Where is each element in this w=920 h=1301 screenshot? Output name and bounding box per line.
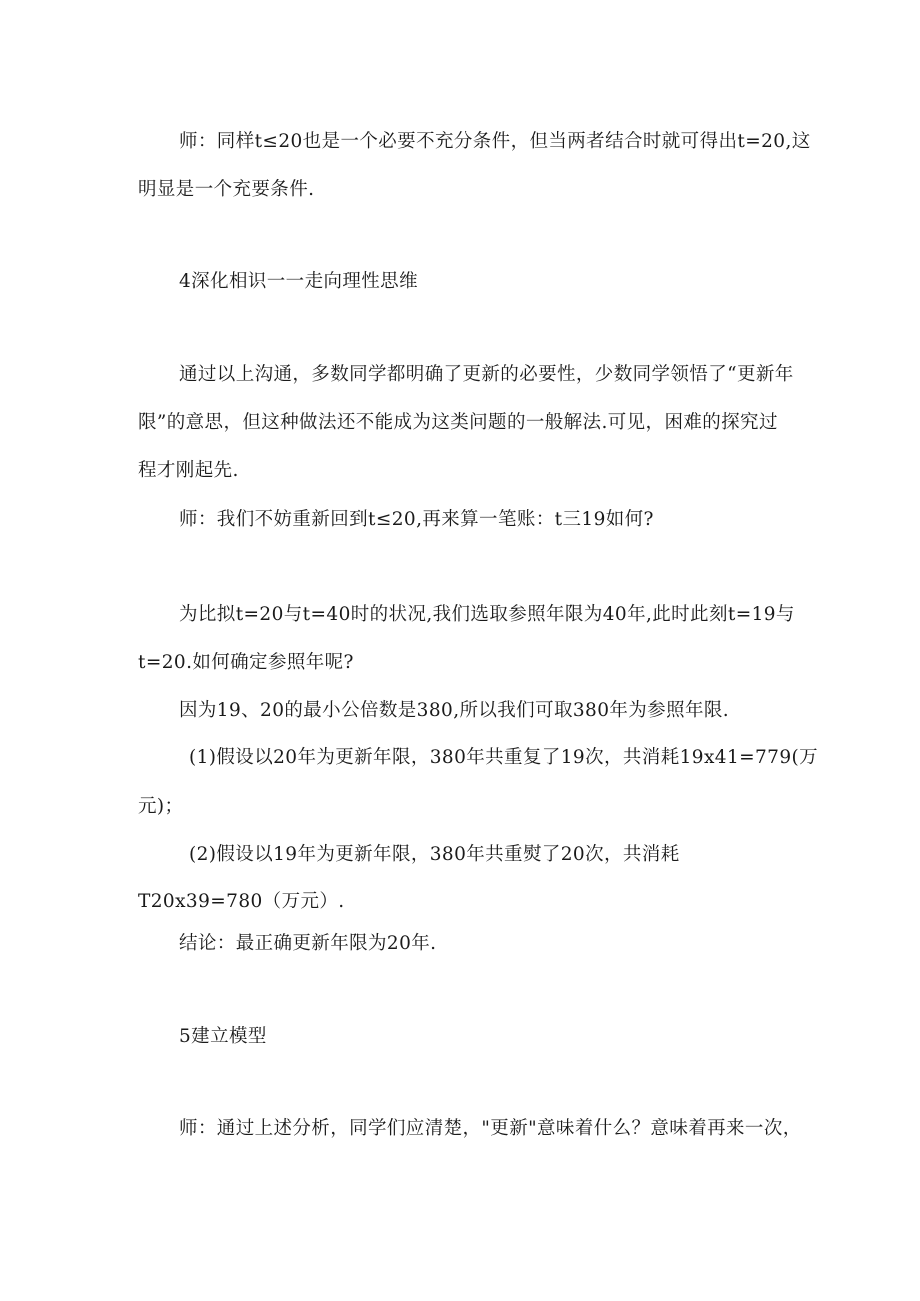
paragraph-line: 限”的意思，但这种做法还不能成为这类问题的一般解法.可见，困难的探究过: [138, 412, 778, 433]
paragraph-line: T20x39=780（万元）.: [138, 891, 345, 912]
paragraph-line: 为比拟t=20与t=40时的状况,我们选取参照年限为40年,此时此刻t=19与: [179, 604, 795, 625]
paragraph-line: 程才刚起先.: [138, 460, 239, 481]
list-item: (2)假设以19年为更新年限，380年共重熨了20次，共消耗: [189, 844, 680, 865]
paragraph-line: 元)；: [138, 796, 184, 817]
list-item: (1)假设以20年为更新年限，380年共重复了19次，共消耗19x41=779(万: [189, 747, 819, 768]
paragraph-line: 因为19、20的最小公倍数是380,所以我们可取380年为参照年限.: [179, 700, 730, 721]
paragraph-line: 结论：最正确更新年限为20年.: [179, 933, 437, 954]
paragraph-line: 通过以上沟通，多数同学都明确了更新的必要性，少数同学领悟了“更新年: [179, 364, 794, 385]
paragraph-line: 明显是一个充要条件.: [138, 179, 315, 200]
section-heading: 4深化相识一一走向理性思维: [179, 271, 418, 292]
paragraph-line: 师：通过上述分析，同学们应清楚，"更新"意味着什么？意味着再来一次，: [179, 1118, 802, 1139]
paragraph-line: 师：我们不妨重新回到t≤20,再来算一笔账：t三19如何?: [179, 509, 654, 530]
paragraph-line: t=20.如何确定参照年呢?: [138, 652, 354, 673]
paragraph-line: 师：同样t≤20也是一个必要不充分条件，但当两者结合时就可得出t=20,这: [179, 131, 811, 152]
section-heading: 5建立模型: [179, 1026, 267, 1047]
